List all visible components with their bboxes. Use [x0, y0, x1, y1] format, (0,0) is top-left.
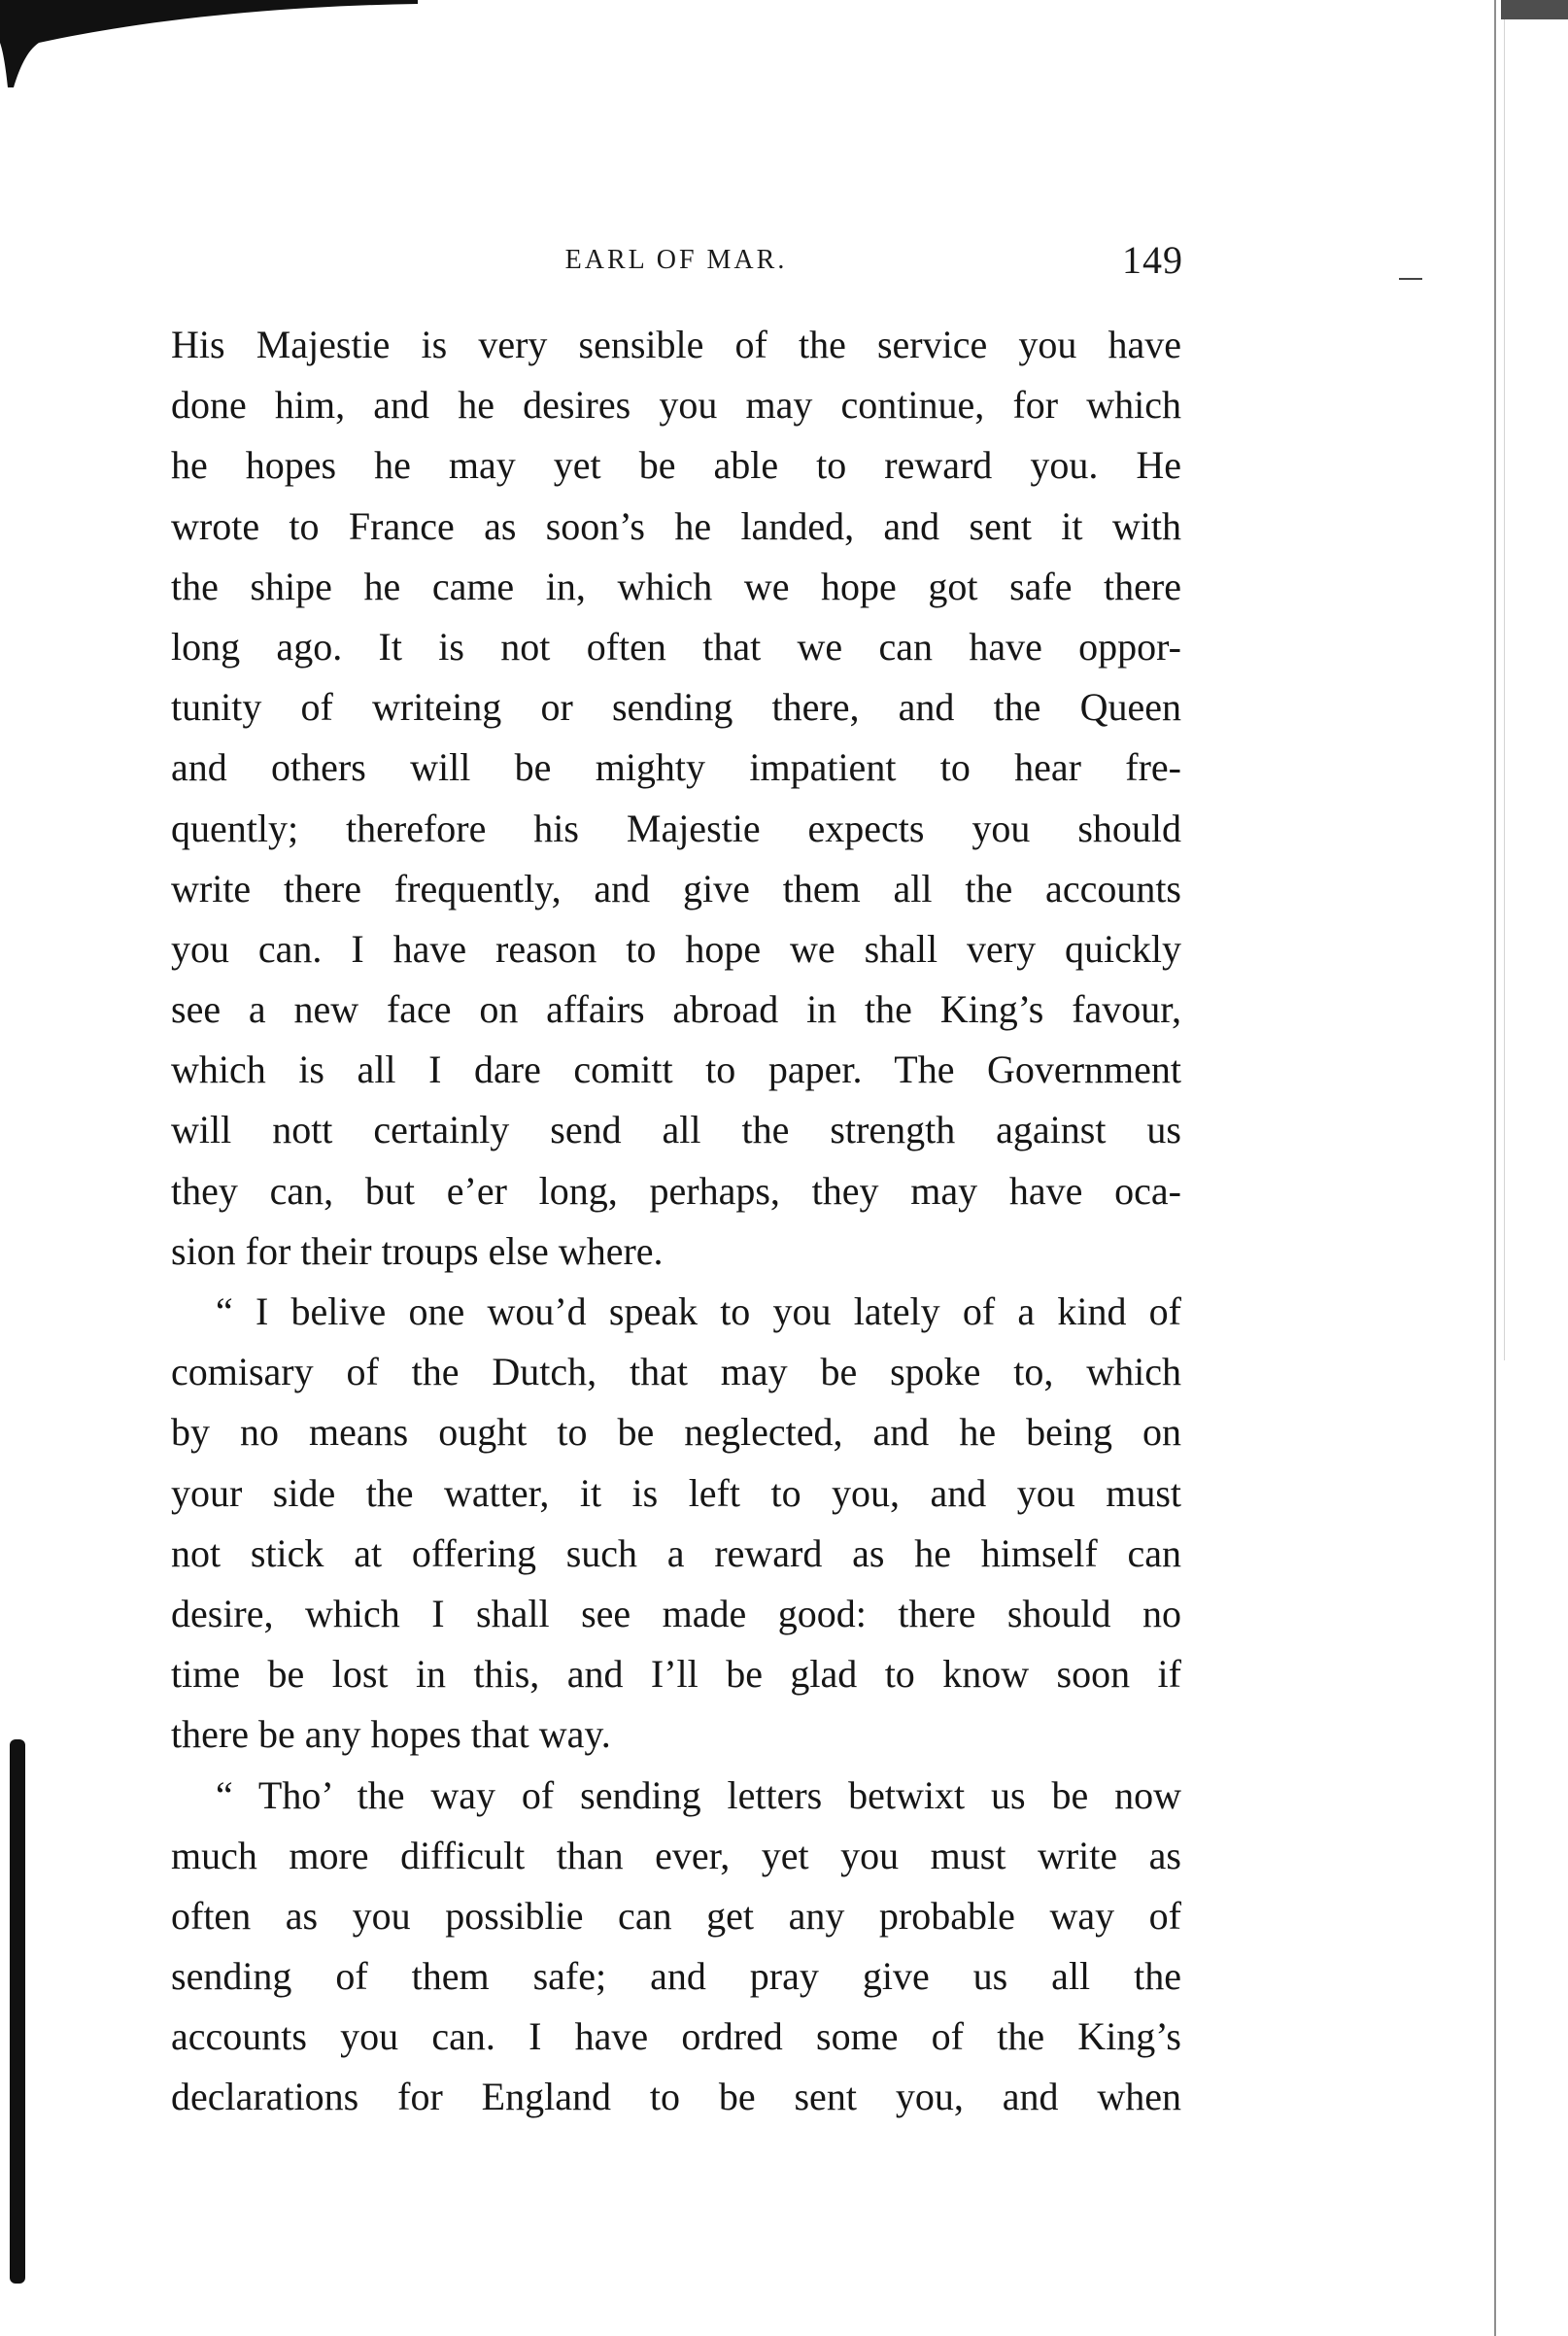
text-line: much more difficult than ever, yet you must write as [171, 1833, 1181, 1877]
text-line: tunity of writeing or sending there, and the Queen [171, 685, 1181, 730]
body-text [171, 315, 1181, 2128]
text-line: write there frequently, and give them all the accounts [171, 866, 1181, 910]
text-line: wrote to France as soon’s he landed, and sent it with [171, 503, 1181, 548]
text-line: there be any hopes that way. [171, 1712, 611, 1757]
running-head [171, 237, 1181, 295]
text-line: quently; therefore his Majestie expects you should [171, 806, 1181, 850]
text-line: you can. I have reason to hope we shall very quickly [171, 926, 1181, 971]
text-line: comisary of the Dutch, that may be spoke to, which [171, 1350, 1181, 1394]
text-line: “ Tho’ the way of sending letters betwixt us be now [216, 1772, 1181, 1817]
text-line: long ago. It is not often that we can have oppor- [171, 624, 1181, 669]
paragraph-1 [171, 315, 1181, 1282]
text-line: by no means ought to be neglected, and he being on [171, 1410, 1181, 1455]
text-line: accounts you can. I have ordred some of the King’s [171, 2014, 1181, 2059]
text-line: the shipe he came in, which we hope got safe there [171, 564, 1181, 608]
page-gutter-line [1494, 0, 1496, 2336]
paragraph-2 [171, 1282, 1181, 1766]
text-line: he hopes he may yet be able to reward you. He [171, 443, 1181, 488]
text-line: see a new face on affairs abroad in the King’s favour, [171, 987, 1181, 1032]
text-line: and others will be mighty impatient to hear fre- [171, 745, 1181, 790]
text-line: sending of them safe; and pray give us all the [171, 1954, 1181, 1999]
page-number: 149 [1122, 238, 1183, 282]
text-line: time be lost in this, and I’ll be glad to know soon if [171, 1652, 1181, 1697]
text-line: they can, but e’er long, perhaps, they may have oca- [171, 1168, 1181, 1213]
text-line: done him, and he desires you may continue, for which [171, 383, 1181, 428]
text-line: will nott certainly send all the strength against us [171, 1108, 1181, 1152]
text-line: your side the watter, it is left to you, and you must [171, 1470, 1181, 1515]
text-line: not stick at offering such a reward as he himself can [171, 1530, 1181, 1575]
text-line: desire, which I shall see made good: there should no [171, 1591, 1181, 1635]
text-line: sion for their troups else where. [171, 1228, 664, 1273]
running-title: EARL OF MAR. [564, 245, 788, 275]
scan-binding-shadow [10, 1739, 25, 2284]
text-line: which is all I dare comitt to paper. The Government [171, 1048, 1181, 1092]
scan-ink-blot [0, 0, 418, 87]
margin-mark [1399, 278, 1422, 280]
text-line: “ I belive one wou’d speak to you lately of a kind of [216, 1289, 1181, 1333]
text-line: declarations for England to be sent you, and when [171, 2075, 1181, 2119]
paragraph-3 [171, 1766, 1181, 2128]
page-gutter-shadow [1504, 0, 1505, 1360]
text-line: His Majestie is very sensible of the service you have [171, 323, 1181, 366]
text-line: often as you possiblie can get any probable way of [171, 1893, 1181, 1938]
scan-edge-mark [1501, 0, 1568, 19]
